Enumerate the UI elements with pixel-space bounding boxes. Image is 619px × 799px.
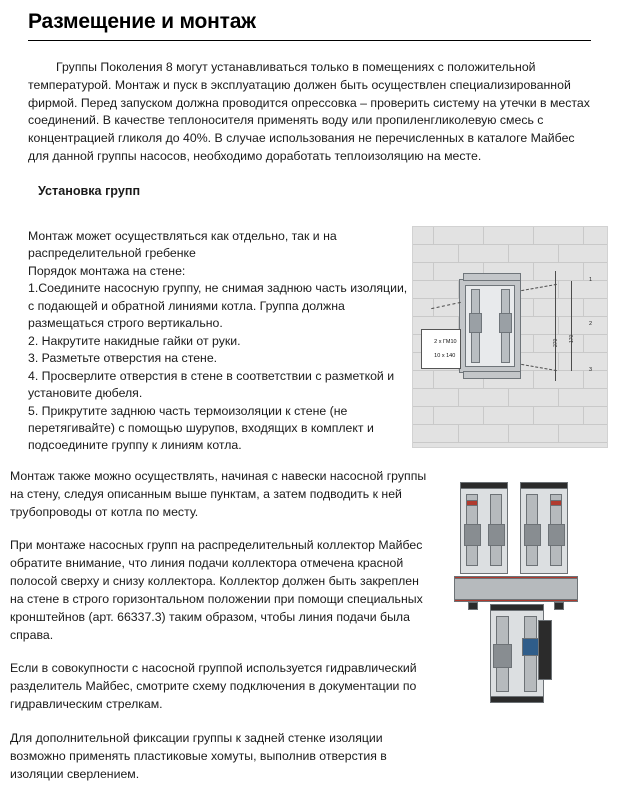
installation-steps-column (10, 228, 410, 455)
pump-group-right-top-cap (520, 482, 568, 489)
callout-line-1: 2 x ГМ10 (434, 338, 457, 345)
figure-pump-groups (438, 480, 603, 710)
lead-line-1: Монтаж может осуществляться как отдельно, так и на распределительной гребенке (28, 229, 337, 261)
dimension-line-1 (555, 271, 556, 381)
dimension-label-2: 170 (569, 334, 575, 343)
step-1: 1.Соедините насосную группу, не снимая заднюю часть изоляции, с подающей и обратной линиями котла. Группа должна размещаться строго вертикально. (28, 281, 408, 331)
pump-body-right (499, 313, 512, 333)
pump-left-1 (464, 524, 481, 546)
figure-wall-mount (412, 226, 608, 448)
body-paragraphs (10, 468, 430, 799)
pump-group-left-top-cap (460, 482, 508, 489)
step-2: 2. Накрутите накидные гайки от руки. (28, 333, 241, 348)
top-union-nuts (463, 273, 521, 281)
manifold-supply-stripe-top (454, 576, 578, 579)
paragraph-4: Для дополнительной фиксации группы к задней стенке изоляции возможно применять пластиковые хомуты, выполнив отверстия в изоляции сверлением. (10, 730, 387, 781)
step-5: 5. Прикрутите заднюю часть термоизоляции к стене (не перетягивайте) с помощью шурупов, входящих в комплект и подсоедините группу к линиям котла. (28, 403, 374, 453)
lead-line-2: Порядок монтажа на стене: (28, 263, 186, 278)
pump-right-1 (524, 524, 541, 546)
pump-right-2 (548, 524, 565, 546)
marker-1: 1 (589, 277, 593, 283)
pump-left-2 (488, 524, 505, 546)
dimension-line-2 (571, 281, 572, 371)
paragraph-1: Монтаж также можно осуществлять, начиная с навески насосной группы на стену, следуя описанным выше пунктам, а затем подводить к ней трубопроводы от котла по месту. (10, 469, 427, 519)
pump-group-lower-top-cap (490, 604, 544, 611)
step-4: 4. Просверлите отверстия в стене в соответствии с разметкой и установите дюбеля. (28, 368, 395, 401)
pump-lower-body (493, 644, 512, 668)
control-module (538, 620, 552, 680)
pump-group-left-red-marker (466, 500, 478, 506)
pump-group-lower-bottom-cap (490, 696, 544, 703)
fastener-callout (421, 329, 461, 369)
section-heading: Установка групп (38, 183, 141, 198)
pump-group-right-red-marker (550, 500, 562, 506)
manifold-bracket-right (554, 602, 564, 610)
step-3: 3. Разметьте отверстия на стене. (28, 351, 218, 366)
pump-body-left (469, 313, 482, 333)
bottom-union-nuts (463, 371, 521, 379)
intro-paragraph: Группы Поколения 8 могут устанавливаться только в помещениях с положительной температурой. Монтаж и пуск в эксплуатацию должен быть осуществлен специализированной фирмой. Перед запуском должна проводится опрессовка – проверить систему на утечки в местах соединений. В качестве теплоносителя применять воду или пропиленгликолевую смесь с концентрацией гликоля до 40%. В случае использования не перечисленных в каталоге Майбес для данной группы насосов, необходимо доработать теплоизоляцию на месте. (28, 60, 590, 164)
marker-2: 2 (589, 321, 593, 327)
document-page (0, 10, 619, 781)
dimension-label-1: 270 (553, 338, 559, 347)
paragraph-2: При монтаже насосных групп на распределительный коллектор Майбес обратите внимание, что линия подачи коллектора отмечена красной полосой сверху и снизу коллектора. Коллектор должен быть закреплен на стене в строго горизонтальном положении при помощи специальных кронштейнов (арт. 66337.3) таким образом, чтобы линия подачи была справа. (10, 538, 423, 642)
manifold-bracket-left (468, 602, 478, 610)
callout-line-2: 10 x 140 (434, 352, 456, 359)
title-divider (28, 40, 591, 41)
page-title: Размещение и монтаж (28, 10, 256, 33)
marker-3: 3 (589, 367, 593, 373)
paragraph-3: Если в совокупности с насосной группой используется гидравлический разделитель Майбес, смотрите схему подключения в документации по гидравлическим стрелкам. (10, 661, 417, 712)
